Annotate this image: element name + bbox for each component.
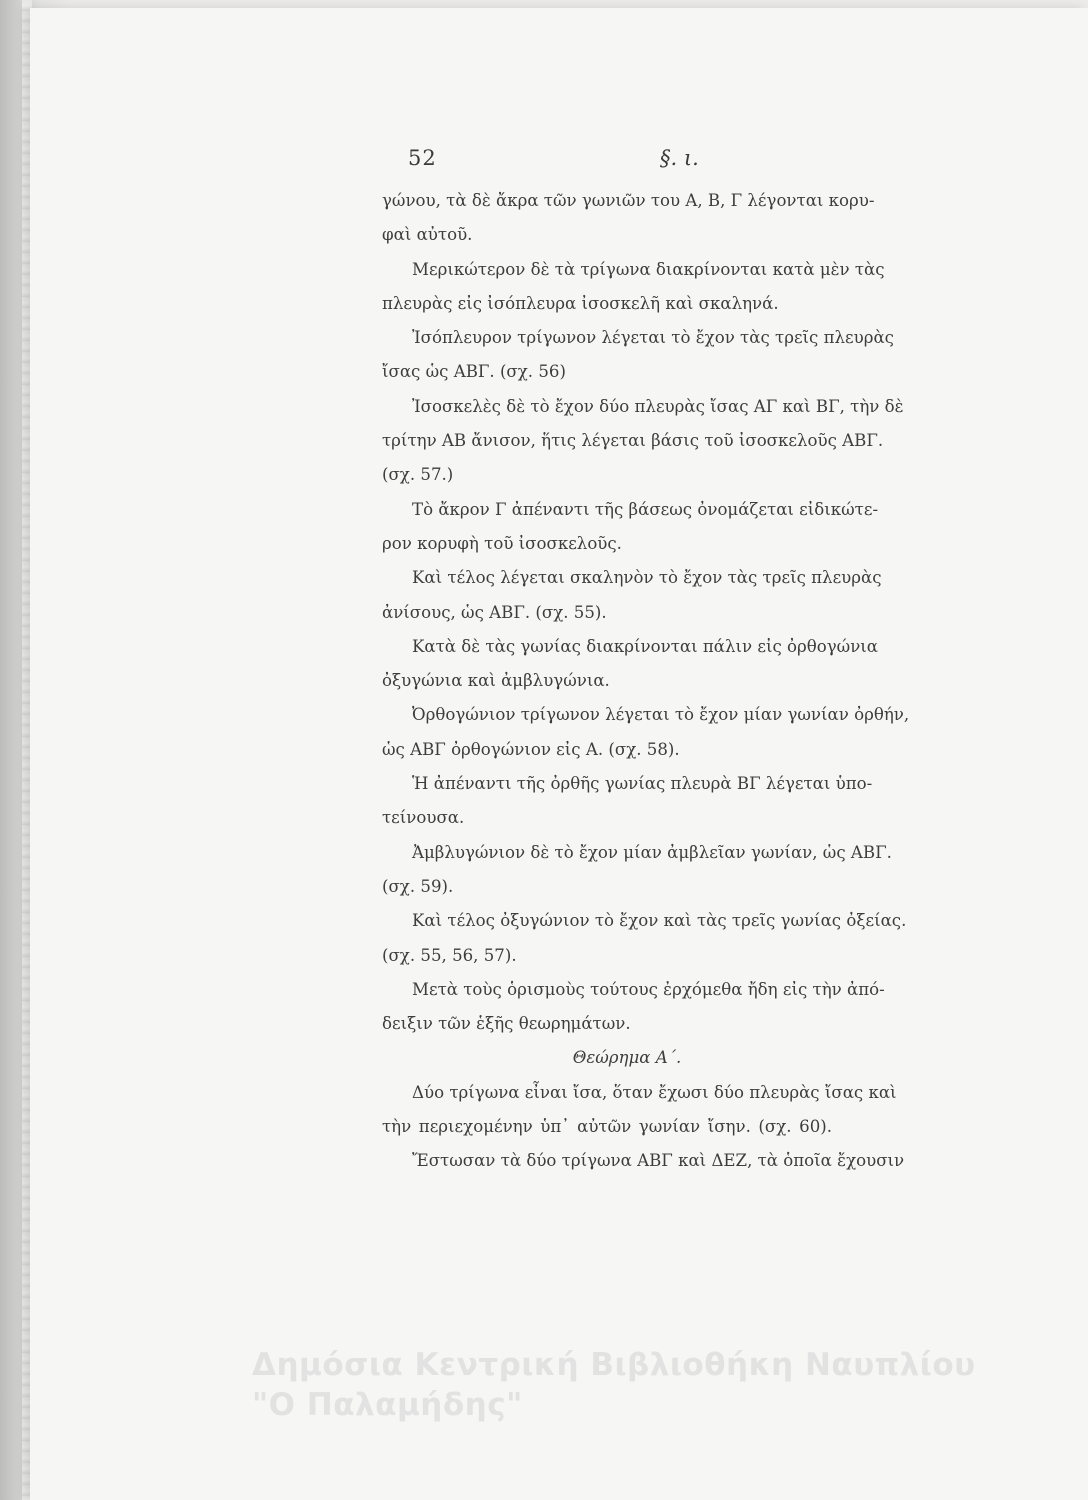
text-line: Ἰσόπλευρον τρίγωνον λέγεται τὸ ἔχον τὰς τρεῖς πλευρὰς — [412, 328, 894, 348]
text-line: τείνουσα. — [382, 808, 465, 828]
watermark-line-2: "Ο Παλαμήδης" — [252, 1387, 523, 1423]
section-mark: §. ι. — [660, 146, 699, 170]
text-line: γώνου, τὰ δὲ ἄκρα τῶν γωνιῶν του Α, Β, Γ λέγονται κορυ- — [382, 191, 875, 210]
text-line: Τὸ ἄκρον Γ ἀπέναντι τῆς βάσεως ὀνομάζεται εἰδικώτε- — [412, 499, 879, 519]
text-line: δειξιν τῶν ἑξῆς θεωρημάτων. — [382, 1014, 631, 1034]
text-line: φαὶ αὐτοῦ. — [382, 225, 473, 245]
text-line: τρίτην ΑΒ ἄνισον, ἥτις λέγεται βάσις τοῦ ἰσοσκελοῦς ΑΒΓ. — [382, 431, 884, 451]
text-line: ρον κορυφὴ τοῦ ἰσοσκελοῦς. — [382, 533, 622, 553]
text-line: (σχ. 55, 56, 57). — [382, 945, 517, 965]
page-number: 52 — [408, 146, 437, 170]
text-line: (σχ. 57.) — [382, 465, 454, 485]
text-line: Καὶ τέλος ὀξυγώνιον τὸ ἔχον καὶ τὰς τρεῖς γωνίας ὀξείας. — [412, 911, 907, 931]
text-line: Ἀμβλυγώνιον δὲ τὸ ἔχον μίαν ἀμβλεῖαν γωνίαν, ὡς ΑΒΓ. — [412, 842, 892, 862]
watermark-line-1: Δημόσια Κεντρική Βιβλιοθήκη Ναυπλίου — [252, 1347, 976, 1383]
text-line: Ὀρθογώνιον τρίγωνον λέγεται τὸ ἔχον μίαν γωνίαν ὀρθήν, — [412, 705, 910, 725]
text-line: Ἡ ἀπέναντι τῆς ὀρθῆς γωνίας πλευρὰ ΒΓ λέγεται ὑπο- — [412, 774, 873, 794]
text-line: Ἰσοσκελὲς δὲ τὸ ἔχον δύο πλευρὰς ἴσας ΑΓ καὶ ΒΓ, τὴν δὲ — [412, 396, 904, 416]
text-line: πλευρὰς εἰς ἰσόπλευρα ἰσοσκελῆ καὶ σκαληνά. — [382, 293, 779, 313]
text-line: τὴν περιεχομένην ὑπ᾽ αὐτῶν γωνίαν ἴσην. (σχ. 60). — [382, 1117, 832, 1137]
text-line: ὡς ΑΒΓ ὀρθογώνιον εἰς Α. (σχ. 58). — [382, 739, 680, 759]
text-line: Μερικώτερον δὲ τὰ τρίγωνα διακρίνονται κατὰ μὲν τὰς — [412, 259, 885, 279]
theorem-heading: Θεώρημα Α΄. — [572, 1048, 682, 1068]
text-line: Κατὰ δὲ τὰς γωνίας διακρίνονται πάλιν εἰς ὀρθογώνια — [412, 636, 879, 656]
library-watermark — [252, 1345, 1072, 1425]
text-line: Μετὰ τοὺς ὁρισμοὺς τούτους ἐρχόμεθα ἤδη εἰς τὴν ἀπό- — [412, 979, 885, 999]
text-line: Ἔστωσαν τὰ δύο τρίγωνα ΑΒΓ καὶ ΔΕΖ, τὰ ὁποῖα ἔχουσιν — [412, 1151, 905, 1171]
body-text — [382, 184, 910, 1179]
text-line: ὀξυγώνια καὶ ἀμβλυγώνια. — [382, 671, 610, 691]
text-line: Καὶ τέλος λέγεται σκαληνὸν τὸ ἔχον τὰς τρεῖς πλευρὰς — [412, 568, 882, 588]
text-line: ἀνίσους, ὡς ΑΒΓ. (σχ. 55). — [382, 602, 607, 622]
text-line: (σχ. 59). — [382, 876, 454, 896]
running-head — [408, 146, 828, 176]
text-line: Δύο τρίγωνα εἶναι ἴσα, ὅταν ἔχωσι δύο πλευρὰς ἴσας καὶ — [412, 1082, 897, 1102]
text-line: ἴσας ὡς ΑΒΓ. (σχ. 56) — [382, 362, 566, 382]
